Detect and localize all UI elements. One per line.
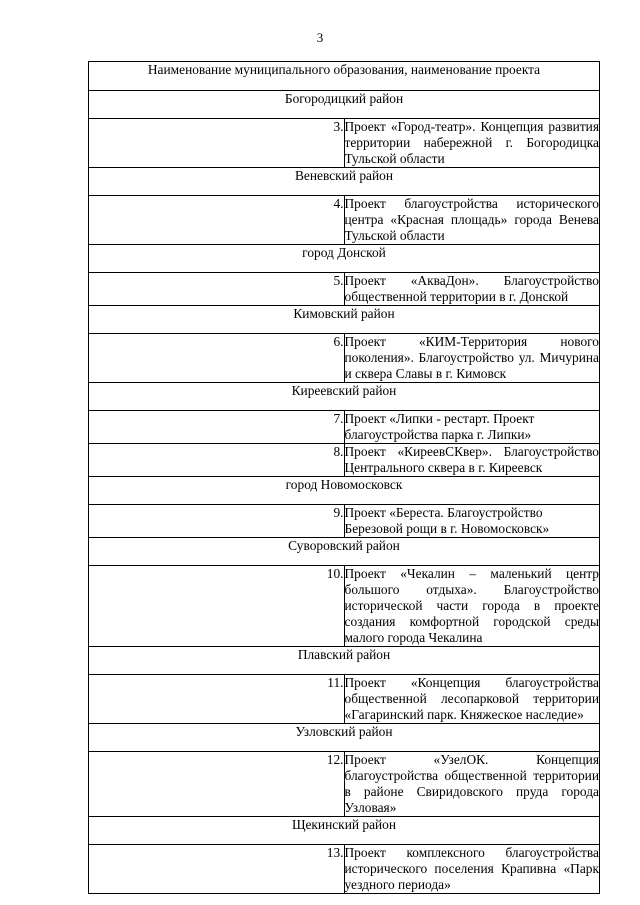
project-row xyxy=(89,675,600,724)
project-number: 4. xyxy=(89,196,345,245)
project-title xyxy=(344,675,600,724)
project-row xyxy=(89,444,600,477)
district-row xyxy=(89,724,600,752)
district-name: город Донской xyxy=(89,245,600,273)
project-number: 13. xyxy=(89,845,345,894)
project-title-line: Проект «УзелОК. Концепция благоустройства общественной xyxy=(344,752,599,783)
project-title-line: Проект «КИМ-Территория нового поколения». Благоустройство xyxy=(344,334,599,365)
district-name: Щекинский район xyxy=(89,817,600,845)
project-title-line: Проект благоустройства исторического центра «Красная площадь» xyxy=(344,196,599,227)
project-title-line: комфортной городской среды малого города Чекалина xyxy=(344,614,599,645)
district-name: Веневский район xyxy=(89,168,600,196)
project-title xyxy=(344,196,600,245)
project-title xyxy=(344,273,600,306)
district-name: Богородицкий район xyxy=(89,91,600,119)
project-title xyxy=(344,505,600,538)
project-row xyxy=(89,845,600,894)
project-title-line: Проект «Концепция благоустройства общественной лесопарковой xyxy=(344,675,599,706)
project-title-line: Проект «АкваДон». Благоустройство общественной территории xyxy=(344,273,599,304)
project-row xyxy=(89,411,600,444)
district-row xyxy=(89,245,600,273)
district-name: Плавский район xyxy=(89,647,600,675)
project-title-line: в г. Киреевск xyxy=(468,460,543,475)
project-title-line: территории в районе Свиридовского пруда города Узловая» xyxy=(344,768,599,815)
project-title-line: Крапивна «Парк уездного периода» xyxy=(344,861,599,892)
page-number: 3 xyxy=(316,30,324,45)
project-title xyxy=(344,845,600,894)
district-name: Узловский район xyxy=(89,724,600,752)
project-row xyxy=(89,273,600,306)
projects-table xyxy=(88,61,600,894)
project-title xyxy=(344,334,600,383)
projects-table-body xyxy=(89,62,600,894)
project-row xyxy=(89,196,600,245)
project-row xyxy=(89,505,600,538)
project-number: 5. xyxy=(89,273,345,306)
district-row xyxy=(89,383,600,411)
project-title-line: Проект «Чекалин – маленький центр большого отдыха». xyxy=(344,566,599,597)
table-header: Наименование муниципального образования, наименование проекта xyxy=(89,62,600,91)
project-number: 6. xyxy=(89,334,345,383)
project-number: 7. xyxy=(89,411,345,444)
project-number: 3. xyxy=(89,119,345,168)
project-title xyxy=(344,119,600,168)
district-row xyxy=(89,477,600,505)
project-title-line: города Венева Тульской области xyxy=(344,212,599,243)
project-title-line: Проект «Береста. Благоустройство Березовой рощи в г. Новомосковск» xyxy=(344,505,550,536)
district-row xyxy=(89,647,600,675)
district-name: Кимовский район xyxy=(89,306,600,334)
district-name: Киреевский район xyxy=(89,383,600,411)
project-title-line: в г. Донской xyxy=(499,289,569,304)
project-title-line: Благоустройство исторической части города в проекте создания xyxy=(344,582,599,629)
project-number: 10. xyxy=(89,566,345,647)
project-title-line: Проект «КиреевСКвер». Благоустройство Центрального сквера xyxy=(344,444,599,475)
project-row xyxy=(89,119,600,168)
project-title xyxy=(344,566,600,647)
project-title-line: Проект комплексного благоустройства исторического поселения xyxy=(344,845,599,876)
project-row xyxy=(89,566,600,647)
project-title-line: территории «Гагаринский парк. Княжеское наследие» xyxy=(344,691,599,722)
project-title-line: Проект «Липки - рестарт. Проект благоустройства парка г. Липки» xyxy=(344,411,535,442)
project-number: 12. xyxy=(89,752,345,817)
project-row xyxy=(89,334,600,383)
district-row xyxy=(89,306,600,334)
district-name: Суворовский район xyxy=(89,538,600,566)
district-row xyxy=(89,168,600,196)
project-title-line: ул. Мичурина и сквера Славы в г. Кимовск xyxy=(344,350,599,381)
district-row xyxy=(89,91,600,119)
district-name: город Новомосковск xyxy=(89,477,600,505)
project-title xyxy=(344,752,600,817)
project-number: 11. xyxy=(89,675,345,724)
project-title xyxy=(344,411,600,444)
project-number: 8. xyxy=(89,444,345,477)
project-title-line: Проект «Город-театр». Концепция развития территории набережной xyxy=(344,119,599,150)
project-title-line: г. Богородицка Тульской области xyxy=(344,135,599,166)
project-title xyxy=(344,444,600,477)
project-row xyxy=(89,752,600,817)
table-header-row xyxy=(89,62,600,91)
district-row xyxy=(89,538,600,566)
project-number: 9. xyxy=(89,505,345,538)
district-row xyxy=(89,817,600,845)
